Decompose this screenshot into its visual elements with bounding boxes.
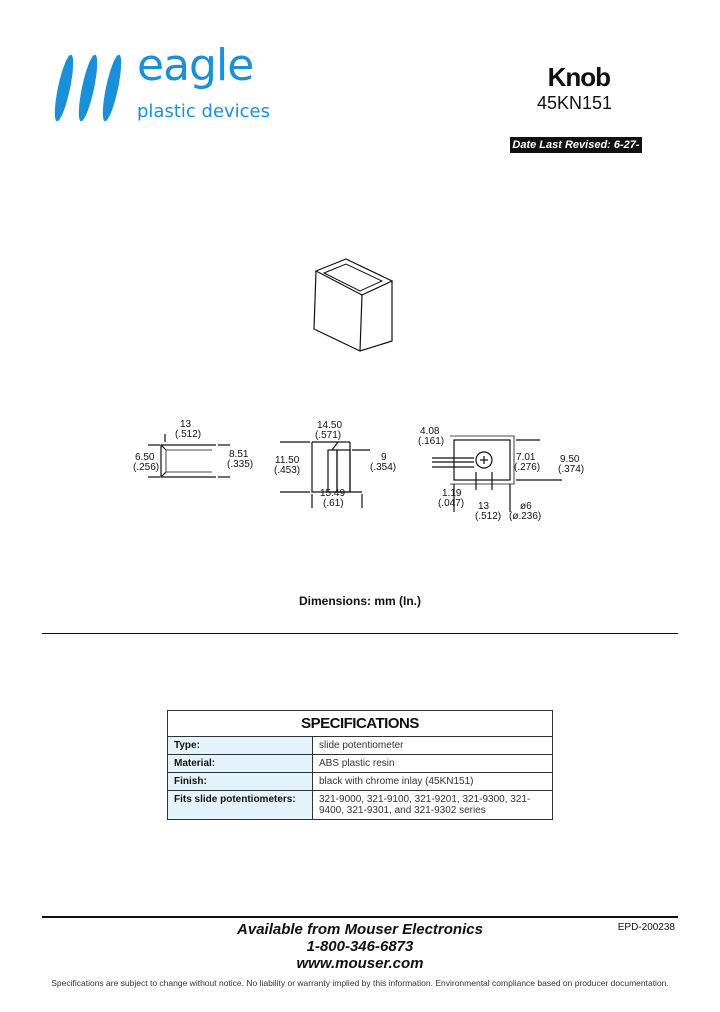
revised-label: Date Last Revised: xyxy=(512,139,611,151)
dimensions-caption: Dimensions: mm (In.) xyxy=(298,594,421,608)
spec-value: 321-9000, 321-9100, 321-9201, 321-9300, 321-9400, 321-9301, and 321-9302 series xyxy=(313,791,553,820)
dim-side-inner: 9 xyxy=(381,452,387,463)
spec-title: SPECIFICATIONS xyxy=(168,711,553,737)
spec-label: Type: xyxy=(168,737,313,755)
top-view-drawing xyxy=(412,412,592,522)
table-row xyxy=(168,737,553,755)
dim-top-b-in: (.276) xyxy=(514,462,541,473)
dim-top-d: 1.19 xyxy=(442,488,462,499)
dim-front-height-in: (.256) xyxy=(133,462,160,473)
available-from: Available from Mouser Electronics xyxy=(237,921,483,938)
knob-isometric-drawing xyxy=(300,255,400,355)
specifications-table xyxy=(167,710,553,820)
front-view-drawing xyxy=(130,412,260,492)
dim-top-e-in: (.512) xyxy=(475,511,502,522)
spec-value: black with chrome inlay (45KN151) xyxy=(313,773,553,791)
availability-block xyxy=(0,921,720,972)
table-row xyxy=(168,755,553,773)
website-link[interactable]: www.mouser.com xyxy=(296,955,424,972)
dim-front-width-in: (.512) xyxy=(175,429,202,440)
dim-top-f-in: (ø.236) xyxy=(509,511,542,522)
spec-label: Fits slide potentiometers: xyxy=(168,791,313,820)
dim-top-c: 9.50 xyxy=(560,454,580,465)
dim-top-b: 7.01 xyxy=(516,452,536,463)
spec-label: Material: xyxy=(168,755,313,773)
dim-side-height: 11.50 xyxy=(275,455,300,466)
dim-top-a: 4.08 xyxy=(420,426,440,437)
dim-top-e: 13 xyxy=(478,501,490,512)
side-view-drawing xyxy=(270,412,400,512)
table-row xyxy=(168,791,553,820)
logo-stripes-icon xyxy=(50,52,130,124)
dim-front-height: 6.50 xyxy=(135,452,155,463)
dim-side-inner-in: (.354) xyxy=(370,462,397,473)
revised-badge xyxy=(510,137,642,167)
revised-date: 6-27-05 xyxy=(569,139,640,167)
dim-front-width: 13 xyxy=(180,419,192,430)
disclaimer: Specifications are subject to change without notice. No liability or warranty implied by this information. Environmental compliance based on producer documentation. xyxy=(51,978,669,988)
spec-label: Finish: xyxy=(168,773,313,791)
dim-top-d-in: (.047) xyxy=(438,498,465,509)
spec-value: slide potentiometer xyxy=(313,737,553,755)
brand-logo: eagle xyxy=(137,40,254,91)
dim-side-bottom-in: (.61) xyxy=(323,498,344,509)
dim-side-top-in: (.571) xyxy=(315,430,342,441)
dim-top-f: ø6 xyxy=(520,501,532,512)
divider xyxy=(42,633,678,634)
table-row xyxy=(168,773,553,791)
page-title: Knob xyxy=(547,62,610,92)
dim-front-inner-in: (.335) xyxy=(227,459,254,470)
part-number: 45KN151 xyxy=(536,93,612,113)
document-id: EPD-200238 xyxy=(617,922,675,933)
dim-front-inner: 8.51 xyxy=(229,449,249,460)
dim-side-height-in: (.453) xyxy=(274,465,301,476)
dim-top-a-in: (.161) xyxy=(418,436,445,447)
dim-top-c-in: (.374) xyxy=(558,464,585,475)
dim-side-bottom: 15.49 xyxy=(320,488,346,499)
brand-tagline: plastic devices xyxy=(137,101,271,122)
spec-value: ABS plastic resin xyxy=(313,755,553,773)
dim-side-top: 14.50 xyxy=(317,420,343,431)
phone-number: 1-800-346-6873 xyxy=(306,938,414,955)
footer-divider xyxy=(42,916,678,918)
